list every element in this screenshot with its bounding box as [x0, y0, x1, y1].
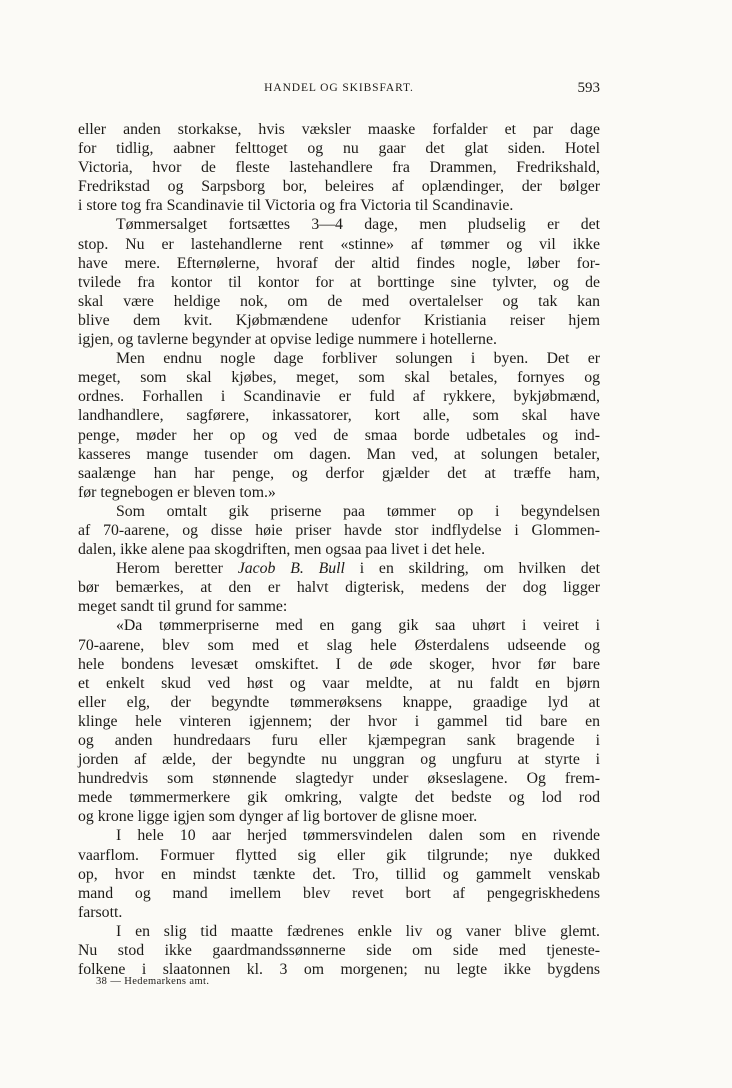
page-header [78, 82, 600, 104]
text-line: blive dem kvit. Kjøbmændene udenfor Kristiania reiser hjem [78, 311, 600, 329]
text-line: stop. Nu er lastehandlerne rent «stinne» af tømmer og vil ikke [78, 235, 600, 253]
quote-line: et enkelt skud ved høst og vaar meldte, at nu faldt en bjørn [78, 674, 600, 692]
text-line: igjen, og tavlerne begynder at opvise ledige nummere i hotellerne. [78, 331, 497, 349]
text-line: skal være heldige nok, om de med overtalelser og tak kan [78, 292, 600, 310]
text-line: tvilede fra kontor til kontor for at borttinge sine tylvter, og de [78, 273, 600, 291]
quote-line: hundredvis som stønnende slagtedyr under økseslagene. Og frem- [78, 770, 600, 788]
text-line: saalænge han har penge, og derfor gjælder det at træffe ham, [78, 464, 600, 482]
quote-line: vaarflom. Formuer flytted sig eller gik tilgrunde; nye dukked [78, 846, 600, 864]
quote-line: farsott. [78, 903, 123, 921]
text-line: have mere. Efternølerne, hvoraf der altid findes nogle, løber for- [78, 254, 600, 272]
text-line: ordnes. Forhallen i Scandinavie er fuld af rykkere, bykjøbmænd, [78, 388, 600, 406]
text-line: Men endnu nogle dage forbliver solungen i byen. Det er [116, 350, 600, 368]
quote-line: eller elg, der begyndte tømmerøksens knappe, graadige lyd at [78, 693, 600, 711]
text-line-with-author: Herom beretter Jacob B. Bull i en skildring, om hvilken det [116, 560, 601, 578]
text-line: bør bemærkes, at den er halvt digterisk, medens der dog ligger [78, 579, 600, 597]
quote-line: og krone ligge igjen som dynger af lig bortover de glisne moer. [78, 808, 478, 826]
text-line: kasseres mange tusender om dagen. Man ved, at solungen betaler, [78, 445, 600, 463]
text-line: dalen, ikke alene paa skogdriften, men ogsaa paa livet i det hele. [78, 541, 486, 559]
quote-line: klinge hele vinteren igjennem; der hvor i gammel tid bare en [78, 712, 600, 730]
author-name: Jacob B. Bull [237, 560, 345, 578]
quote-line: I en slig tid maatte fædrenes enkle liv og vaner blive glemt. [116, 922, 600, 940]
text-line: i store tog fra Scandinavie til Victoria og fra Victoria til Scandinavie. [78, 197, 514, 215]
quote-line: Nu stod ikke gaardmandssønnerne side om side med tjeneste- [78, 942, 600, 960]
quote-line: I hele 10 aar herjed tømmersvindelen dalen som en rivende [116, 827, 600, 845]
running-title: HANDEL OG SKIBSFART. [264, 82, 414, 94]
text-line: eller anden storkakse, hvis væksler maaske forfalder et par dage [78, 121, 600, 138]
text-line: meget sandt til grund for samme: [78, 598, 288, 616]
text-line: penge, møder her op og ved de smaa borde udbetales og ind- [78, 426, 600, 444]
text-line: Tømmersalget fortsættes 3—4 dage, men pludselig er det [116, 216, 600, 234]
text-line: Fredrikstad og Sarpsborg bor, beleires af oplændinger, der bølger [78, 178, 600, 196]
text-line: for tidlig, aabner felttoget og nu gaar det glat siden. Hotel [78, 140, 600, 158]
quote-line: folkene i slaatonnen kl. 3 om morgenen; nu legte ikke bygdens [78, 961, 600, 979]
quote-line: jorden af ælde, der begyndte nu unggran og ungfuru at styrte i [78, 751, 600, 769]
body-text [78, 120, 600, 979]
text-line: meget, som skal kjøbes, meget, som skal betales, fornyes og [78, 369, 600, 387]
text-line: Victoria, hvor de fleste lastehandlere fra Drammen, Fredrikshald, [78, 159, 600, 177]
text-line: før tegnebogen er bleven tom.» [78, 483, 276, 501]
quote-line: «Da tømmerpriserne med en gang gik saa uhørt i veiret i [116, 617, 600, 635]
page-number: 593 [577, 80, 600, 96]
quote-line: mede tømmermerkere gik omkring, valgte det bedste og lod rod [78, 789, 600, 807]
text-line: Som omtalt gik priserne paa tømmer op i begyndelsen [116, 502, 600, 520]
quote-line: hele bondens levesæt omskiftet. I de øde skoger, hvor før bare [78, 655, 600, 673]
text-line: landhandlere, sagførere, inkassatorer, kort alle, som skal have [78, 407, 600, 425]
quote-line: op, hvor en mindst tænkte det. Tro, tillid og gammelt venskab [78, 865, 600, 883]
quote-line: 70-aarene, blev som med et slag hele Østerdalens udseende og [78, 636, 600, 654]
quote-line: og anden hundredaars furu eller kjæmpegran sank bragende i [78, 732, 600, 749]
text-line: af 70-aarene, og disse høie priser havde stor indflydelse i Glommen- [78, 521, 600, 539]
quote-line: mand og mand imellem blev revet bort af pengegriskhedens [78, 884, 600, 902]
signature-mark: 38 — Hedemarkens amt. [96, 976, 210, 987]
